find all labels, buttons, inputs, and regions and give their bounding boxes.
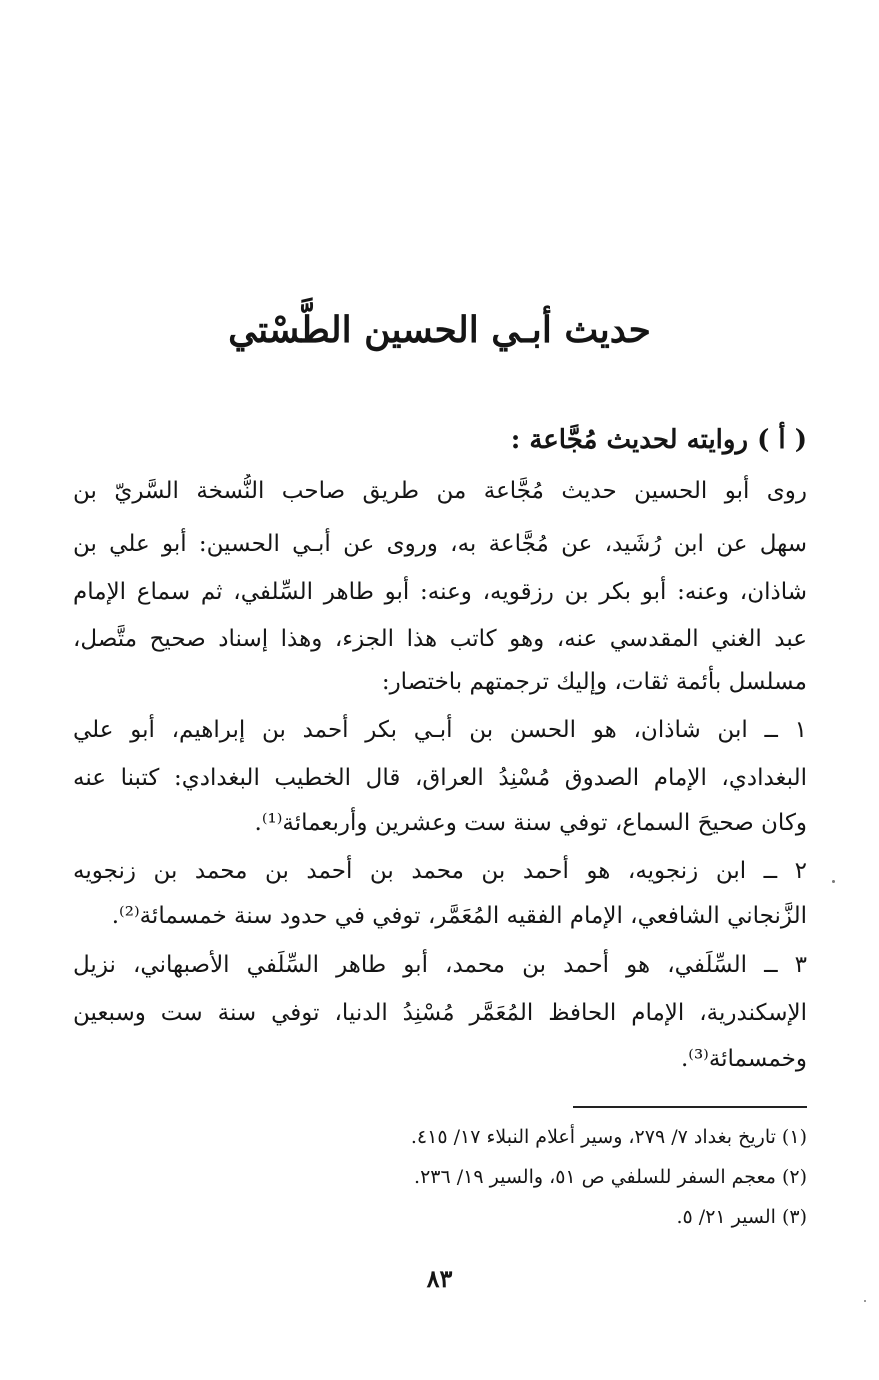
body-line: عبد الغني المقدسي عنه، وهو كاتب هذا الجزء، وهذا إسناد صحيح متَّصل، <box>73 626 807 652</box>
body-line: الإسكندرية، الإمام الحافظ المُعَمَّر مُسْنِدُ الدنيا، توفي سنة ست وسبعين <box>73 1000 807 1026</box>
body-line: البغدادي، الإمام الصدوق مُسْنِدُ العراق، قال الخطيب البغدادي: كتبنا عنه <box>73 765 807 791</box>
body-line: شاذان، وعنه: أبو بكر بن رزقويه، وعنه: أبو طاهر السِّلفي، ثم سماع الإمام <box>73 579 807 605</box>
body-line: سهل عن ابن رُشَيد، عن مُجَّاعة به، وروى عن أبـي الحسين: أبو علي بن <box>73 531 807 557</box>
scan-speck <box>832 880 835 883</box>
chapter-title: حديث أبـي الحسين الطَّسْتي <box>228 309 651 351</box>
body-line: ٣ ــ السِّلَفي، هو أحمد بن محمد، أبو طاهر السِّلَفي الأصبهاني، نزيل <box>73 952 807 978</box>
body-line: الزَّنجاني الشافعي، الإمام الفقيه المُعَمَّر، توفي في حدود سنة خمسمائة⁽²⁾. <box>111 903 807 929</box>
body-line: وكان صحيحَ السماع، توفي سنة ست وعشرين وأربعمائة⁽¹⁾. <box>254 810 807 836</box>
footnote: (٣) السير ٢١/ ٥. <box>676 1206 807 1228</box>
footnote-separator <box>573 1106 807 1108</box>
section-heading: ( أ ) روايته لحديث مُجَّاعة : <box>510 425 807 455</box>
page-number: ٨٣ <box>426 1264 453 1293</box>
body-line: روى أبو الحسين حديث مُجَّاعة من طريق صاحب النُّسخة السَّريّ بن <box>73 478 807 504</box>
footnote: (٢) معجم السفر للسلفي ص ٥١، والسير ١٩/ ٢٣٦. <box>414 1166 807 1188</box>
body-line: ٢ ــ ابن زنجويه، هو أحمد بن محمد بن أحمد بن محمد بن زنجويه <box>73 858 807 884</box>
body-line: ١ ــ ابن شاذان، هو الحسن بن أبـي بكر أحمد بن إبراهيم، أبو علي <box>73 717 807 743</box>
footnote: (١) تاريخ بغداد ٧/ ٢٧٩، وسير أعلام النبلاء ١٧/ ٤١٥. <box>410 1126 807 1148</box>
body-line: وخمسمائة⁽³⁾. <box>680 1046 807 1072</box>
scan-speck <box>864 1300 866 1302</box>
body-line: مسلسل بأئمة ثقات، وإليك ترجمتهم باختصار: <box>381 669 807 695</box>
